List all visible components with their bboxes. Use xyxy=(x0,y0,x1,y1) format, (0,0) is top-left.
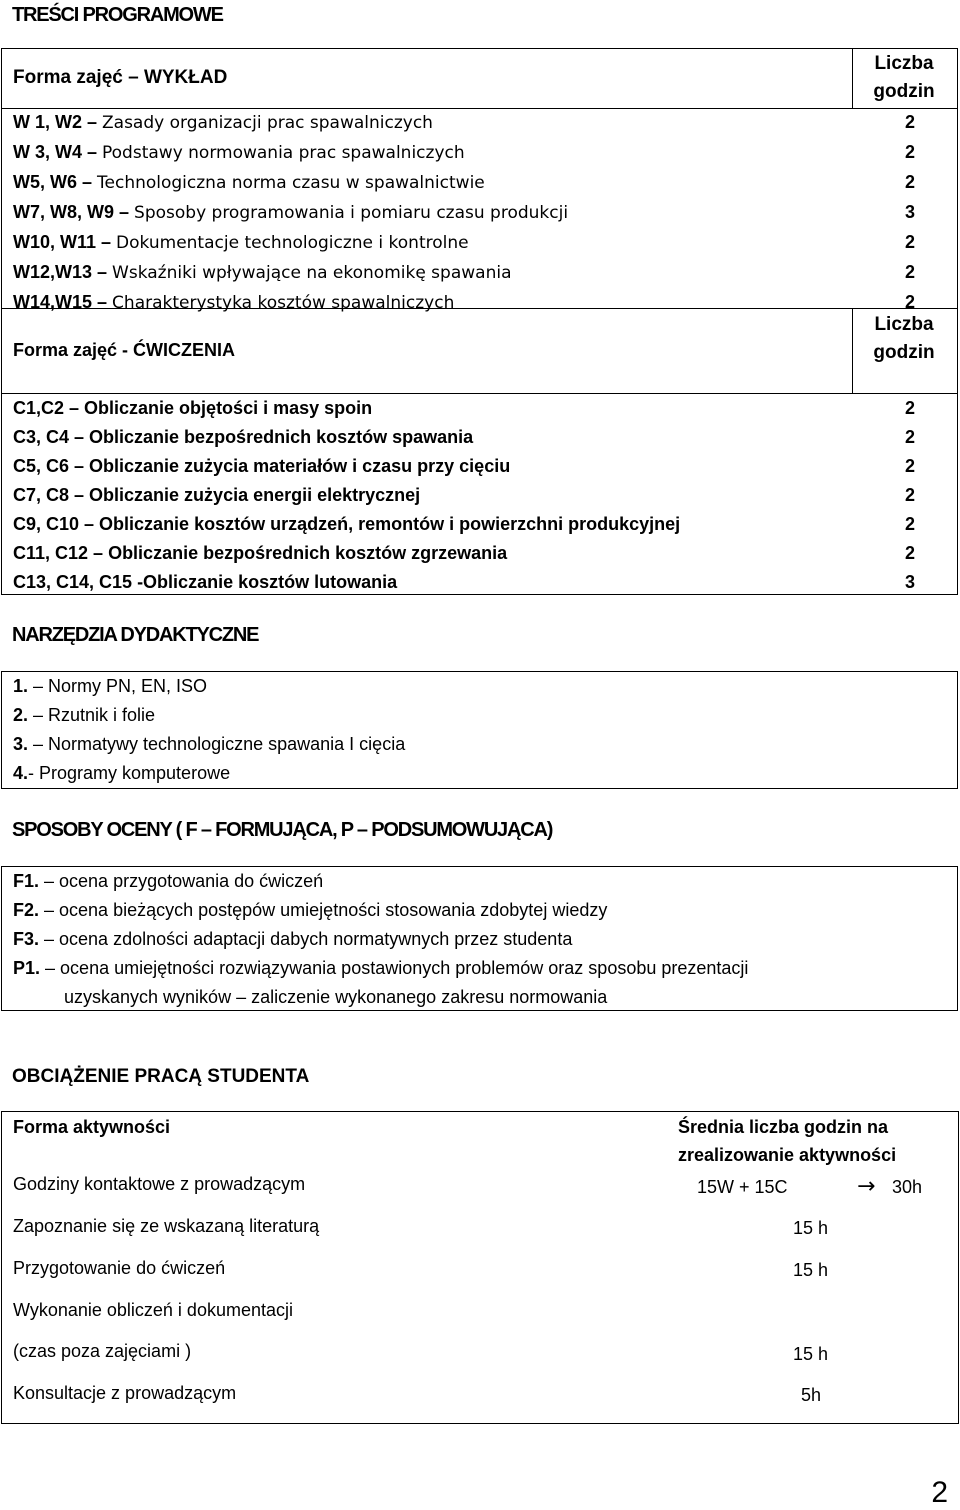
lecture-table xyxy=(1,48,958,313)
exercise-row: C1,C2 – Obliczanie objętości i masy spoin 2 xyxy=(13,398,915,418)
workload-col2-header-2: zrealizowanie aktywności xyxy=(678,1145,897,1165)
lecture-row: W7, W8, W9 – Sposoby programowania i pomiaru czasu produkcji 3 xyxy=(13,202,915,223)
lecture-row: W 1, W2 – Zasady organizacji prac spawalniczych 2 xyxy=(13,112,915,133)
list-item: 3. – Normatywy technologiczne spawania I cięcia xyxy=(13,734,406,754)
workload-value: 15 h xyxy=(793,1344,829,1364)
workload-total: 30h xyxy=(892,1177,923,1197)
grading-list xyxy=(1,866,958,1011)
workload-value: 5h xyxy=(801,1385,822,1405)
workload-table xyxy=(1,1111,959,1424)
exercises-hours-header-2: godzin xyxy=(873,342,935,363)
workload-col2-header-1: Średnia liczba godzin na xyxy=(678,1117,889,1137)
tools-list xyxy=(1,671,958,789)
workload-value: 15 h xyxy=(793,1260,829,1280)
list-item: P1. – ocena umiejętności rozwiązywania postawionych problemów oraz sposobu prezentacji xyxy=(13,958,749,978)
workload-activity: Zapoznanie się ze wskazaną literaturą xyxy=(13,1216,320,1236)
list-item: 4.- Programy komputerowe xyxy=(13,763,231,783)
lecture-row: W12,W13 – Wskaźniki wpływające na ekonomikę spawania 2 xyxy=(13,262,915,283)
exercises-hours-header-1: Liczba xyxy=(874,314,934,335)
lecture-row: W 3, W4 – Podstawy normowania prac spawalniczych 2 xyxy=(13,142,915,163)
exercise-row: C11, C12 – Obliczanie bezpośrednich kosztów zgrzewania 2 xyxy=(13,543,915,563)
section-title-program: TREŚCI PROGRAMOWE xyxy=(12,4,223,26)
list-item: F3. – ocena zdolności adaptacji dabych normatywnych przez studenta xyxy=(13,929,573,949)
section-title-workload: OBCIĄŻENIE PRACĄ STUDENTA xyxy=(12,1066,310,1087)
exercise-row: C9, C10 – Obliczanie kosztów urządzeń, remontów i powierzchni produkcyjnej 2 xyxy=(13,514,915,534)
exercises-table xyxy=(1,308,958,595)
list-item: F2. – ocena bieżących postępów umiejętności stosowania zdobytej wiedzy xyxy=(13,900,608,920)
workload-activity: Godziny kontaktowe z prowadzącym xyxy=(13,1174,306,1194)
workload-col1-header: Forma aktywności xyxy=(13,1117,171,1137)
lecture-hours-header-2: godzin xyxy=(873,81,935,102)
workload-activity: Przygotowanie do ćwiczeń xyxy=(13,1258,226,1278)
lecture-row: W14,W15 – Charakterystyka kosztów spawalniczych 2 xyxy=(13,292,915,313)
exercise-row: C3, C4 – Obliczanie bezpośrednich kosztów spawania 2 xyxy=(13,427,915,447)
lecture-hours-header-1: Liczba xyxy=(874,53,934,74)
page-number: 2 xyxy=(931,1476,948,1509)
exercise-row: C5, C6 – Obliczanie zużycia materiałów i czasu przy cięciu 2 xyxy=(13,456,915,476)
list-item: uzyskanych wyników – zaliczenie wykonanego zakresu normowania xyxy=(64,987,608,1007)
exercise-row: C7, C8 – Obliczanie zużycia energii elektrycznej 2 xyxy=(13,485,915,505)
section-title-grading: SPOSOBY OCENY ( F – FORMUJĄCA, P – PODSUMOWUJĄCA) xyxy=(12,819,553,841)
section-title-tools: NARZĘDZIA DYDAKTYCZNE xyxy=(12,624,259,646)
lecture-header: Forma zajęć – WYKŁAD xyxy=(13,67,228,88)
workload-activity: Wykonanie obliczeń i dokumentacji xyxy=(13,1300,293,1320)
lecture-row: W5, W6 – Technologiczna norma czasu w spawalnictwie 2 xyxy=(13,172,915,193)
list-item: 1. – Normy PN, EN, ISO xyxy=(13,676,208,696)
lecture-row: W10, W11 – Dokumentacje technologiczne i kontrolne 2 xyxy=(13,232,915,253)
workload-value: 15W + 15C xyxy=(697,1177,788,1197)
list-item: F1. – ocena przygotowania do ćwiczeń xyxy=(13,871,324,891)
exercise-row: C13, C14, C15 -Obliczanie kosztów lutowania 3 xyxy=(13,572,915,592)
arrow-right-icon: → xyxy=(857,1174,876,1199)
workload-activity: (czas poza zajęciami ) xyxy=(13,1341,192,1361)
workload-value: 15 h xyxy=(793,1218,829,1238)
workload-activity: Konsultacje z prowadzącym xyxy=(13,1383,237,1403)
exercises-header: Forma zajęć - ĆWICZENIA xyxy=(13,340,236,360)
list-item: 2. – Rzutnik i folie xyxy=(13,705,156,725)
